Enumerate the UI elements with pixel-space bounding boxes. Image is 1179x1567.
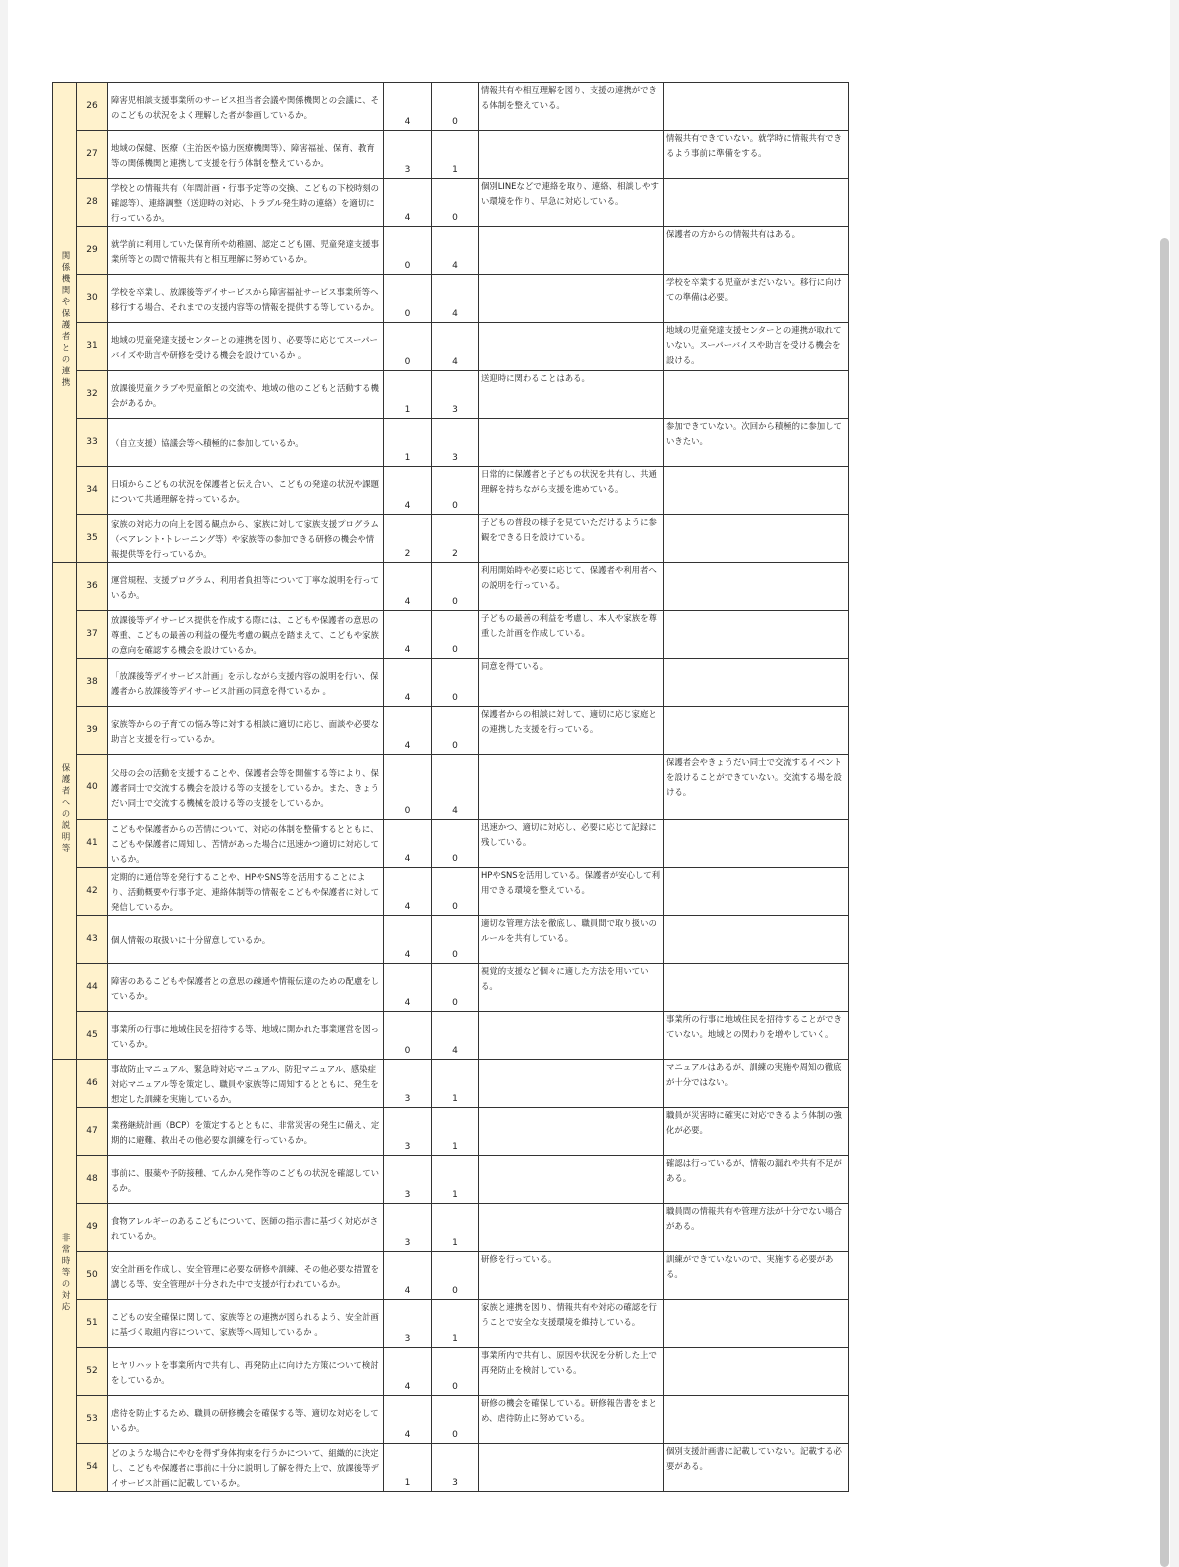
yes-count: 4 bbox=[384, 1252, 432, 1300]
question-text: 地域の保健、医療（主治医や協力医療機関等）、障害福祉、保育、教育等の関係機関と連携して支援を行う体制を整えているか。 bbox=[108, 131, 384, 179]
table-row bbox=[53, 707, 849, 755]
effort-comment bbox=[479, 755, 664, 820]
improvement-comment bbox=[664, 1396, 849, 1444]
improvement-comment: 個別支援計画書に記載していない。記載する必要がある。 bbox=[664, 1444, 849, 1492]
no-count: 4 bbox=[432, 227, 479, 275]
table-row bbox=[53, 755, 849, 820]
category-label: 保護者への説明等 bbox=[60, 762, 70, 855]
effort-comment: 日常的に保護者と子どもの状況を共有し、共通理解を持ちながら支援を進めている。 bbox=[479, 467, 664, 515]
question-text: 障害児相談支援事業所のサービス担当者会議や関係機関との会議に、そのこどもの状況をよく理解した者が参画しているか。 bbox=[108, 83, 384, 131]
category-cell bbox=[53, 83, 77, 563]
category-label: 関係機関や保護者との連携 bbox=[60, 251, 70, 389]
improvement-comment: 職員が災害時に確実に対応できるよう体制の強化が必要。 bbox=[664, 1108, 849, 1156]
effort-comment bbox=[479, 1444, 664, 1492]
yes-count: 3 bbox=[384, 1204, 432, 1252]
improvement-comment bbox=[664, 868, 849, 916]
table-row bbox=[53, 563, 849, 611]
question-text: 事前に、服薬や予防接種、てんかん発作等のこどもの状況を確認しているか。 bbox=[108, 1156, 384, 1204]
effort-comment: 適切な管理方法を徹底し、職員間で取り扱いのルールを共有している。 bbox=[479, 916, 664, 964]
effort-comment: 情報共有や相互理解を図り、支援の連携ができる体制を整えている。 bbox=[479, 83, 664, 131]
item-number: 29 bbox=[77, 227, 108, 275]
item-number: 32 bbox=[77, 371, 108, 419]
vertical-scrollbar[interactable] bbox=[1160, 238, 1169, 1567]
table-row bbox=[53, 419, 849, 467]
no-count: 0 bbox=[432, 1252, 479, 1300]
effort-comment: 子どもの普段の様子を見ていただけるように参観をできる日を設けている。 bbox=[479, 515, 664, 563]
improvement-comment bbox=[664, 611, 849, 659]
yes-count: 1 bbox=[384, 419, 432, 467]
yes-count: 0 bbox=[384, 323, 432, 371]
improvement-comment bbox=[664, 1300, 849, 1348]
improvement-comment: 職員間の情報共有や管理方法が十分でない場合がある。 bbox=[664, 1204, 849, 1252]
table-row bbox=[53, 323, 849, 371]
table-row bbox=[53, 1252, 849, 1300]
question-text: 放課後児童クラブや児童館との交流や、地域の他のこどもと活動する機会があるか。 bbox=[108, 371, 384, 419]
item-number: 44 bbox=[77, 964, 108, 1012]
question-text: 運営規程、支援プログラム、利用者負担等について丁寧な説明を行っているか。 bbox=[108, 563, 384, 611]
yes-count: 0 bbox=[384, 755, 432, 820]
improvement-comment bbox=[664, 820, 849, 868]
item-number: 45 bbox=[77, 1012, 108, 1060]
improvement-comment bbox=[664, 467, 849, 515]
no-count: 0 bbox=[432, 1396, 479, 1444]
table-row bbox=[53, 820, 849, 868]
question-text: ヒヤリハットを事業所内で共有し、再発防止に向けた方策について検討をしているか。 bbox=[108, 1348, 384, 1396]
yes-count: 4 bbox=[384, 659, 432, 707]
yes-count: 2 bbox=[384, 515, 432, 563]
effort-comment bbox=[479, 419, 664, 467]
table-row bbox=[53, 1108, 849, 1156]
item-number: 28 bbox=[77, 179, 108, 227]
improvement-comment: 保護者の方からの情報共有はある。 bbox=[664, 227, 849, 275]
question-text: 父母の会の活動を支援することや、保護者会等を開催する等により、保護者同士で交流する機会を設ける等の支援をしているか。また、きょうだい同士で交流する機械を設ける等の支援をしているか。 bbox=[108, 755, 384, 820]
yes-count: 0 bbox=[384, 1012, 432, 1060]
table-row bbox=[53, 515, 849, 563]
no-count: 3 bbox=[432, 371, 479, 419]
question-text: 個人情報の取扱いに十分留意しているか。 bbox=[108, 916, 384, 964]
question-text: どのような場合にやむを得ず身体拘束を行うかについて、組織的に決定し、こどもや保護者に事前に十分に説明し了解を得た上で、放課後等デイサービス計画に記載しているか。 bbox=[108, 1444, 384, 1492]
table-row bbox=[53, 1348, 849, 1396]
question-text: 業務継続計画（BCP）を策定するとともに、非常災害の発生に備え、定期的に避難、救出その他必要な訓練を行っているか。 bbox=[108, 1108, 384, 1156]
effort-comment: 子どもの最善の利益を考慮し、本人や家族を尊重した計画を作成している。 bbox=[479, 611, 664, 659]
effort-comment: 個別LINEなどで連絡を取り、連絡、相談しやすい環境を作り、早急に対応している。 bbox=[479, 179, 664, 227]
yes-count: 0 bbox=[384, 275, 432, 323]
effort-comment: 研修の機会を確保している。研修報告書をまとめ、虐待防止に努めている。 bbox=[479, 1396, 664, 1444]
question-text: 障害のあるこどもや保護者との意思の疎通や情報伝達のための配慮をしているか。 bbox=[108, 964, 384, 1012]
yes-count: 4 bbox=[384, 611, 432, 659]
no-count: 1 bbox=[432, 131, 479, 179]
table-row bbox=[53, 868, 849, 916]
improvement-comment: 確認は行っているが、情報の漏れや共有不足がある。 bbox=[664, 1156, 849, 1204]
no-count: 0 bbox=[432, 868, 479, 916]
yes-count: 4 bbox=[384, 964, 432, 1012]
item-number: 33 bbox=[77, 419, 108, 467]
question-text: 地域の児童発達支援センターとの連携を図り、必要等に応じてスーパーバイズや助言や研修を受ける機会を設けているか 。 bbox=[108, 323, 384, 371]
improvement-comment bbox=[664, 1348, 849, 1396]
item-number: 54 bbox=[77, 1444, 108, 1492]
yes-count: 3 bbox=[384, 1300, 432, 1348]
item-number: 27 bbox=[77, 131, 108, 179]
table-row bbox=[53, 275, 849, 323]
no-count: 4 bbox=[432, 323, 479, 371]
improvement-comment bbox=[664, 515, 849, 563]
table-row bbox=[53, 1396, 849, 1444]
table-row bbox=[53, 1300, 849, 1348]
item-number: 34 bbox=[77, 467, 108, 515]
yes-count: 3 bbox=[384, 1060, 432, 1108]
item-number: 52 bbox=[77, 1348, 108, 1396]
question-text: （自立支援）協議会等へ積極的に参加しているか。 bbox=[108, 419, 384, 467]
item-number: 53 bbox=[77, 1396, 108, 1444]
improvement-comment: 参加できていない。次回から積極的に参加していきたい。 bbox=[664, 419, 849, 467]
yes-count: 0 bbox=[384, 227, 432, 275]
no-count: 1 bbox=[432, 1060, 479, 1108]
yes-count: 4 bbox=[384, 868, 432, 916]
yes-count: 4 bbox=[384, 467, 432, 515]
improvement-comment bbox=[664, 179, 849, 227]
effort-comment bbox=[479, 275, 664, 323]
no-count: 0 bbox=[432, 83, 479, 131]
no-count: 0 bbox=[432, 563, 479, 611]
improvement-comment: 事業所の行事に地域住民を招待することができていない。地域との関わりを増やしていく。 bbox=[664, 1012, 849, 1060]
item-number: 48 bbox=[77, 1156, 108, 1204]
effort-comment: 利用開始時や必要に応じて、保護者や利用者への説明を行っている。 bbox=[479, 563, 664, 611]
document-page bbox=[8, 0, 1170, 1567]
no-count: 3 bbox=[432, 1444, 479, 1492]
table-row bbox=[53, 83, 849, 131]
yes-count: 4 bbox=[384, 83, 432, 131]
effort-comment: 迅速かつ、適切に対応し、必要に応じて記録に残している。 bbox=[479, 820, 664, 868]
item-number: 31 bbox=[77, 323, 108, 371]
yes-count: 1 bbox=[384, 371, 432, 419]
no-count: 0 bbox=[432, 1348, 479, 1396]
no-count: 0 bbox=[432, 916, 479, 964]
improvement-comment: 保護者会やきょうだい同士で交流するイベントを設けることができていない。交流する場を設ける。 bbox=[664, 755, 849, 820]
effort-comment: 家族と連携を図り、情報共有や対応の確認を行うことで安全な支援環境を維持している。 bbox=[479, 1300, 664, 1348]
table-row bbox=[53, 179, 849, 227]
question-text: 事故防止マニュアル、緊急時対応マニュアル、防犯マニュアル、感染症対応マニュアル等を策定し、職員や家族等に周知するとともに、発生を想定した訓練を実施しているか。 bbox=[108, 1060, 384, 1108]
question-text: 家族等からの子育ての悩み等に対する相談に適切に応じ、面談や必要な助言と支援を行っているか。 bbox=[108, 707, 384, 755]
question-text: こどもや保護者からの苦情について、対応の体制を整備するとともに、こどもや保護者に周知し、苦情があった場合に迅速かつ適切に対応しているか。 bbox=[108, 820, 384, 868]
improvement-comment bbox=[664, 371, 849, 419]
effort-comment bbox=[479, 1156, 664, 1204]
question-text: 「放課後等デイサービス計画」を示しながら支援内容の説明を行い、保護者から放課後等デイサービス計画の同意を得ているか 。 bbox=[108, 659, 384, 707]
item-number: 38 bbox=[77, 659, 108, 707]
item-number: 51 bbox=[77, 1300, 108, 1348]
effort-comment: HPやSNSを活用している。保護者が安心して利用できる環境を整えている。 bbox=[479, 868, 664, 916]
improvement-comment: マニュアルはあるが、訓練の実施や周知の徹底が十分ではない。 bbox=[664, 1060, 849, 1108]
effort-comment: 保護者からの相談に対して、適切に応じ家庭との連携した支援を行っている。 bbox=[479, 707, 664, 755]
yes-count: 4 bbox=[384, 916, 432, 964]
no-count: 4 bbox=[432, 755, 479, 820]
item-number: 43 bbox=[77, 916, 108, 964]
no-count: 0 bbox=[432, 707, 479, 755]
no-count: 1 bbox=[432, 1204, 479, 1252]
table-row bbox=[53, 916, 849, 964]
no-count: 0 bbox=[432, 179, 479, 227]
table-row bbox=[53, 371, 849, 419]
item-number: 46 bbox=[77, 1060, 108, 1108]
effort-comment bbox=[479, 227, 664, 275]
yes-count: 4 bbox=[384, 820, 432, 868]
table-row bbox=[53, 1204, 849, 1252]
question-text: 就学前に利用していた保育所や幼稚園、認定こども園、児童発達支援事業所等との間で情報共有と相互理解に努めているか。 bbox=[108, 227, 384, 275]
table-row bbox=[53, 1012, 849, 1060]
improvement-comment bbox=[664, 707, 849, 755]
item-number: 50 bbox=[77, 1252, 108, 1300]
no-count: 4 bbox=[432, 1012, 479, 1060]
improvement-comment: 情報共有できていない。就学時に情報共有できるよう事前に準備をする。 bbox=[664, 131, 849, 179]
question-text: 家族の対応力の向上を図る観点から、家族に対して家族支援プログラム（ペアレント･トレーニング等）や家族等の参加できる研修の機会や情報提供等を行っているか。 bbox=[108, 515, 384, 563]
question-text: 日頃からこどもの状況を保護者と伝え合い、こどもの発達の状況や課題について共通理解を持っているか。 bbox=[108, 467, 384, 515]
item-number: 37 bbox=[77, 611, 108, 659]
yes-count: 3 bbox=[384, 1156, 432, 1204]
yes-count: 1 bbox=[384, 1444, 432, 1492]
question-text: 学校を卒業し、放課後等デイサービスから障害福祉サービス事業所等へ移行する場合、それまでの支援内容等の情報を提供する等しているか。 bbox=[108, 275, 384, 323]
item-number: 36 bbox=[77, 563, 108, 611]
effort-comment bbox=[479, 323, 664, 371]
no-count: 0 bbox=[432, 467, 479, 515]
effort-comment bbox=[479, 1060, 664, 1108]
no-count: 0 bbox=[432, 659, 479, 707]
table-row bbox=[53, 611, 849, 659]
yes-count: 4 bbox=[384, 1396, 432, 1444]
table-row bbox=[53, 1060, 849, 1108]
question-text: 虐待を防止するため、職員の研修機会を確保する等、適切な対応をしているか。 bbox=[108, 1396, 384, 1444]
question-text: 放課後等デイサービス提供を作成する際には、こどもや保護者の意思の尊重、こどもの最善の利益の優先考慮の観点を踏まえて、こどもや家族の意向を確認する機会を設けているか。 bbox=[108, 611, 384, 659]
no-count: 1 bbox=[432, 1300, 479, 1348]
question-text: 安全計画を作成し、安全管理に必要な研修や訓練、その他必要な措置を講じる等、安全管理が十分された中で支援が行われているか。 bbox=[108, 1252, 384, 1300]
effort-comment: 同意を得ている。 bbox=[479, 659, 664, 707]
no-count: 0 bbox=[432, 820, 479, 868]
no-count: 0 bbox=[432, 611, 479, 659]
effort-comment: 視覚的支援など個々に適した方法を用いている。 bbox=[479, 964, 664, 1012]
category-cell bbox=[53, 1060, 77, 1492]
yes-count: 4 bbox=[384, 707, 432, 755]
yes-count: 3 bbox=[384, 1108, 432, 1156]
improvement-comment: 訓練ができていないので、実施する必要がある。 bbox=[664, 1252, 849, 1300]
question-text: 学校との情報共有（年間計画・行事予定等の交換、こどもの下校時刻の確認等）、連絡調整（送迎時の対応、トラブル発生時の連絡）を適切に行っているか。 bbox=[108, 179, 384, 227]
question-text: 事業所の行事に地域住民を招待する等、地域に開かれた事業運営を図っているか。 bbox=[108, 1012, 384, 1060]
item-number: 30 bbox=[77, 275, 108, 323]
yes-count: 4 bbox=[384, 563, 432, 611]
item-number: 26 bbox=[77, 83, 108, 131]
item-number: 49 bbox=[77, 1204, 108, 1252]
self-evaluation-table bbox=[52, 82, 849, 1492]
item-number: 47 bbox=[77, 1108, 108, 1156]
effort-comment: 送迎時に関わることはある。 bbox=[479, 371, 664, 419]
item-number: 35 bbox=[77, 515, 108, 563]
effort-comment bbox=[479, 1012, 664, 1060]
question-text: こどもの安全確保に関して、家族等との連携が図られるよう、安全計画に基づく取組内容について、家族等へ周知しているか 。 bbox=[108, 1300, 384, 1348]
improvement-comment bbox=[664, 563, 849, 611]
effort-comment bbox=[479, 131, 664, 179]
effort-comment: 事業所内で共有し、原因や状況を分析した上で再発防止を検討している。 bbox=[479, 1348, 664, 1396]
no-count: 1 bbox=[432, 1108, 479, 1156]
no-count: 4 bbox=[432, 275, 479, 323]
table-row bbox=[53, 227, 849, 275]
yes-count: 4 bbox=[384, 1348, 432, 1396]
improvement-comment bbox=[664, 916, 849, 964]
no-count: 3 bbox=[432, 419, 479, 467]
table-row bbox=[53, 1156, 849, 1204]
item-number: 42 bbox=[77, 868, 108, 916]
yes-count: 3 bbox=[384, 131, 432, 179]
effort-comment bbox=[479, 1108, 664, 1156]
item-number: 41 bbox=[77, 820, 108, 868]
improvement-comment: 地域の児童発達支援センターとの連携が取れていない。スーパーバイスや助言を受ける機会を設ける。 bbox=[664, 323, 849, 371]
improvement-comment: 学校を卒業する児童がまだいない。移行に向けての準備は必要。 bbox=[664, 275, 849, 323]
category-cell bbox=[53, 563, 77, 1060]
table-row bbox=[53, 467, 849, 515]
effort-comment bbox=[479, 1204, 664, 1252]
improvement-comment bbox=[664, 83, 849, 131]
improvement-comment bbox=[664, 659, 849, 707]
yes-count: 4 bbox=[384, 179, 432, 227]
no-count: 0 bbox=[432, 964, 479, 1012]
question-text: 定期的に通信等を発行することや、HPやSNS等を活用することにより、活動概要や行事予定、連絡体制等の情報をこどもや保護者に対して発信しているか。 bbox=[108, 868, 384, 916]
question-text: 食物アレルギーのあるこどもについて、医師の指示書に基づく対応がされているか。 bbox=[108, 1204, 384, 1252]
table-row bbox=[53, 964, 849, 1012]
no-count: 1 bbox=[432, 1156, 479, 1204]
item-number: 39 bbox=[77, 707, 108, 755]
table-row bbox=[53, 659, 849, 707]
no-count: 2 bbox=[432, 515, 479, 563]
item-number: 40 bbox=[77, 755, 108, 820]
effort-comment: 研修を行っている。 bbox=[479, 1252, 664, 1300]
table-row bbox=[53, 131, 849, 179]
improvement-comment bbox=[664, 964, 849, 1012]
category-label: 非常時等の対応 bbox=[60, 1232, 70, 1314]
table-row bbox=[53, 1444, 849, 1492]
